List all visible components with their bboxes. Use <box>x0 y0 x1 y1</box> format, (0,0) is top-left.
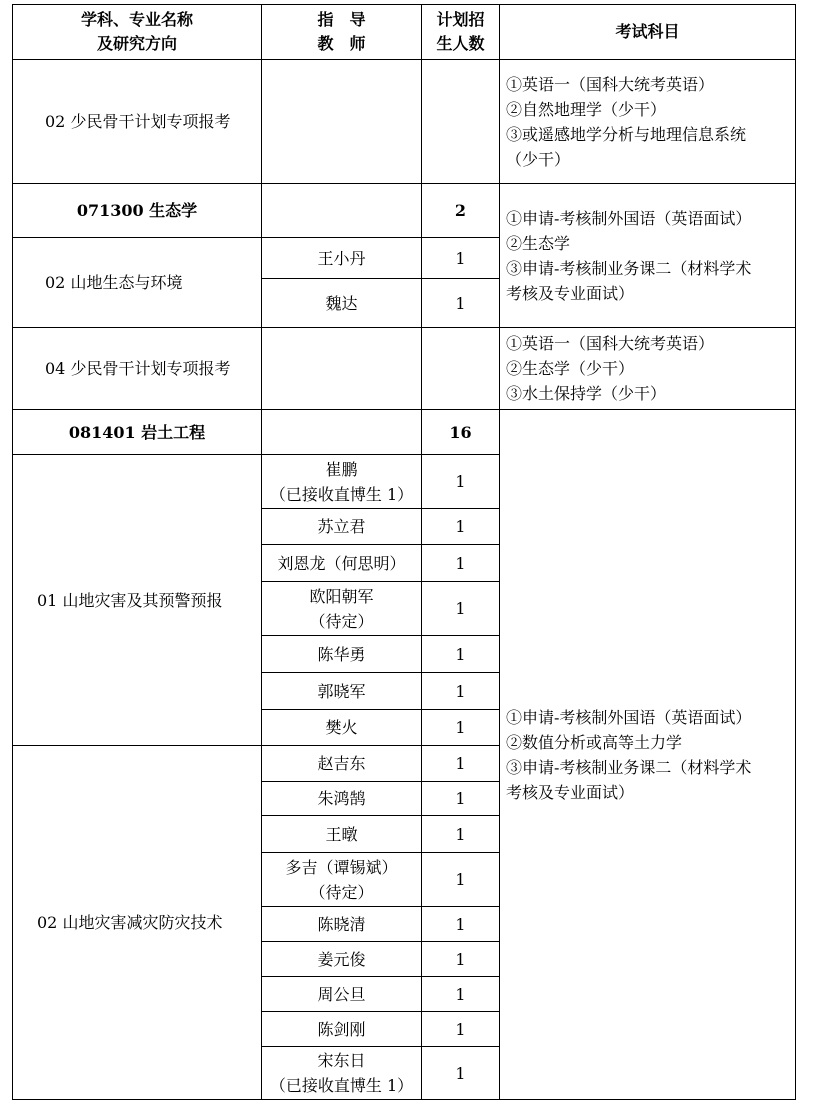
count-cell: 1 <box>422 710 500 746</box>
exam-line: ③或遥感地学分析与地理信息系统 <box>506 124 747 144</box>
header-count <box>422 5 500 60</box>
table-row <box>13 328 796 410</box>
exam-line: 考核及专业面试） <box>506 782 635 802</box>
advisor-cell: 朱鸿鹄 <box>262 782 422 816</box>
advisor-name: 宋东日 <box>317 1051 366 1070</box>
advisor-note: （已接收直博生 1） <box>269 1076 414 1095</box>
advisor-cell <box>262 328 422 410</box>
exam-line: 考核及专业面试） <box>506 283 635 303</box>
advisor-cell: 赵吉东 <box>262 746 422 782</box>
direction-cell: 02 山地灾害减灾防灾技术 <box>13 746 262 1100</box>
table-row <box>13 410 796 455</box>
exam-line: ②数值分析或高等土力学 <box>506 732 683 752</box>
direction-cell: 01 山地灾害及其预警预报 <box>13 455 262 746</box>
header-major <box>13 5 262 60</box>
enrollment-table <box>12 4 796 1100</box>
advisor-cell <box>262 60 422 184</box>
advisor-cell: 苏立君 <box>262 509 422 545</box>
count-cell: 1 <box>422 455 500 509</box>
advisor-cell <box>262 582 422 636</box>
header-major-line1: 学科、专业名称 <box>80 10 193 29</box>
advisor-cell: 郭晓军 <box>262 673 422 710</box>
advisor-cell: 陈晓清 <box>262 907 422 942</box>
advisor-note: （待定） <box>309 882 374 902</box>
header-advisor <box>262 5 422 60</box>
advisor-cell: 姜元俊 <box>262 942 422 977</box>
table-row <box>13 60 796 184</box>
count-cell: 1 <box>422 816 500 853</box>
exam-cell <box>500 410 796 1100</box>
count-cell: 1 <box>422 545 500 582</box>
count-cell: 1 <box>422 582 500 636</box>
exam-line: （少干） <box>506 149 571 169</box>
exam-line: ②生态学（少干） <box>506 359 635 378</box>
advisor-cell: 魏达 <box>262 279 422 328</box>
advisor-cell <box>262 853 422 907</box>
direction-cell: 02 少民骨干计划专项报考 <box>13 60 262 184</box>
advisor-cell: 王暾 <box>262 816 422 853</box>
count-cell: 1 <box>422 942 500 977</box>
exam-cell <box>500 184 796 328</box>
major-cell: 071300 生态学 <box>13 184 262 238</box>
count-cell: 1 <box>422 1012 500 1047</box>
advisor-cell <box>262 410 422 455</box>
exam-line: ①英语一（国科大统考英语） <box>506 334 715 353</box>
count-cell: 1 <box>422 509 500 545</box>
exam-line: ②生态学 <box>506 233 571 253</box>
count-cell: 16 <box>422 410 500 455</box>
count-cell: 1 <box>422 673 500 710</box>
exam-cell <box>500 60 796 184</box>
header-exam: 考试科目 <box>500 5 796 60</box>
exam-line: ③申请-考核制业务课二（材料学术 <box>506 258 752 278</box>
count-cell: 1 <box>422 782 500 816</box>
exam-line: ③申请-考核制业务课二（材料学术 <box>506 757 752 777</box>
advisor-cell: 陈剑刚 <box>262 1012 422 1047</box>
advisor-cell <box>262 184 422 238</box>
advisor-cell: 刘恩龙（何思明） <box>262 545 422 582</box>
advisor-cell: 周公旦 <box>262 977 422 1012</box>
advisor-cell <box>262 1047 422 1100</box>
count-cell: 2 <box>422 184 500 238</box>
exam-line: ①申请-考核制外国语（英语面试） <box>506 707 752 727</box>
count-cell: 1 <box>422 746 500 782</box>
count-cell: 1 <box>422 907 500 942</box>
advisor-cell: 樊火 <box>262 710 422 746</box>
header-major-line2: 及研究方向 <box>96 34 177 53</box>
advisor-name: 崔鹏 <box>325 459 358 479</box>
advisor-note: （待定） <box>309 611 374 631</box>
advisor-name: 欧阳朝军 <box>309 586 374 606</box>
count-cell: 1 <box>422 636 500 673</box>
exam-line: ①申请-考核制外国语（英语面试） <box>506 208 752 228</box>
direction-cell: 02 山地生态与环境 <box>13 238 262 328</box>
count-cell: 1 <box>422 977 500 1012</box>
count-cell <box>422 60 500 184</box>
count-cell: 1 <box>422 238 500 279</box>
advisor-name: 多吉（谭锡斌） <box>285 857 398 877</box>
advisor-cell: 陈华勇 <box>262 636 422 673</box>
count-cell: 1 <box>422 279 500 328</box>
exam-line: ②自然地理学（少干） <box>506 99 667 119</box>
direction-cell: 04 少民骨干计划专项报考 <box>13 328 262 410</box>
table-row <box>13 184 796 238</box>
count-cell: 1 <box>422 1047 500 1100</box>
advisor-cell: 王小丹 <box>262 238 422 279</box>
advisor-cell <box>262 455 422 509</box>
header-count-line1: 计划招 <box>436 10 485 29</box>
header-count-line2: 生人数 <box>436 34 485 53</box>
count-cell: 1 <box>422 853 500 907</box>
exam-cell <box>500 328 796 410</box>
exam-line: ①英语一（国科大统考英语） <box>506 74 715 94</box>
header-row <box>13 5 796 60</box>
header-advisor-line1: 指 导 <box>317 10 366 29</box>
header-advisor-line2: 教 师 <box>317 34 366 53</box>
advisor-note: （已接收直博生 1） <box>269 484 414 504</box>
major-cell: 081401 岩土工程 <box>13 410 262 455</box>
count-cell <box>422 328 500 410</box>
exam-line: ③水土保持学（少干） <box>506 384 667 403</box>
